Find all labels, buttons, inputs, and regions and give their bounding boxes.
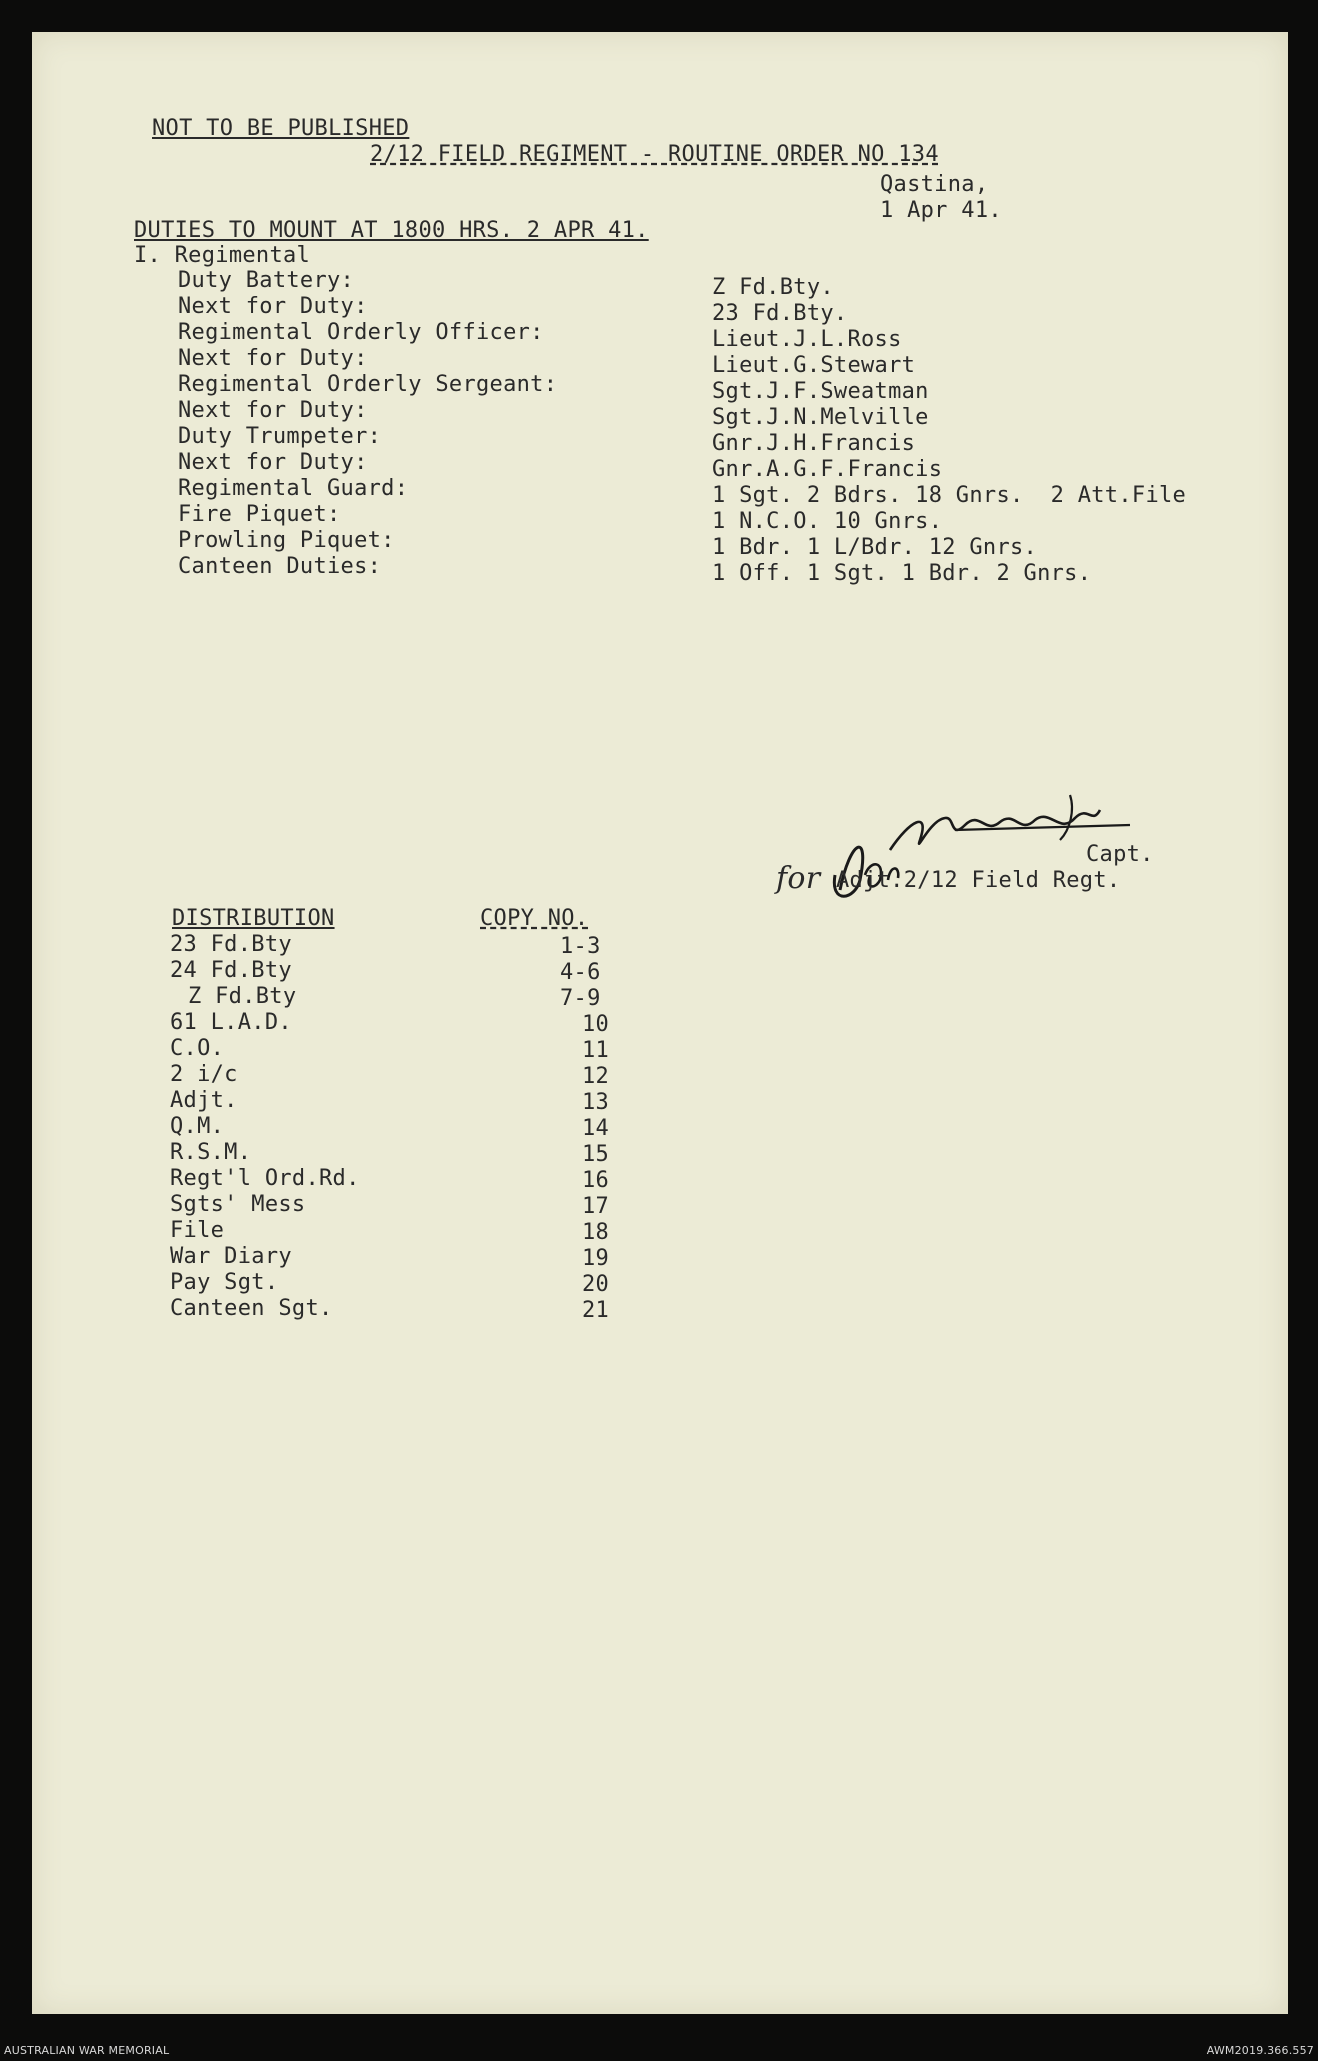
distribution-recipient: War Diary bbox=[170, 1244, 292, 1269]
distribution-recipient: R.S.M. bbox=[170, 1140, 252, 1165]
distribution-heading: DISTRIBUTION bbox=[172, 906, 335, 931]
signature-title: Adjt.2/12 Field Regt. bbox=[836, 868, 1121, 893]
archive-credit: AUSTRALIAN WAR MEMORIAL bbox=[4, 2044, 170, 2057]
signature-rank: Capt. bbox=[1086, 842, 1154, 867]
duty-label: Fire Piquet: bbox=[178, 502, 341, 527]
duty-assignee: Sgt.J.F.Sweatman bbox=[712, 379, 929, 404]
distribution-copy-no: 7-9 bbox=[560, 986, 601, 1011]
distribution-copy-no: 12 bbox=[582, 1064, 610, 1089]
duty-assignee: 1 Sgt. 2 Bdrs. 18 Gnrs. 2 Att.File bbox=[712, 483, 1187, 508]
duty-label: Next for Duty: bbox=[178, 398, 368, 423]
duty-label: Regimental Guard: bbox=[178, 476, 409, 501]
distribution-copy-no: 21 bbox=[582, 1298, 610, 1323]
distribution-copy-no: 10 bbox=[582, 1012, 610, 1037]
duty-label: Regimental Orderly Officer: bbox=[178, 320, 544, 345]
classification-stamp: NOT TO BE PUBLISHED bbox=[152, 116, 410, 141]
duty-label: Next for Duty: bbox=[178, 294, 368, 319]
distribution-recipient: Canteen Sgt. bbox=[170, 1296, 333, 1321]
duty-label: Regimental Orderly Sergeant: bbox=[178, 372, 558, 397]
distribution-recipient: Regt'l Ord.Rd. bbox=[170, 1166, 360, 1191]
distribution-copy-no: 15 bbox=[582, 1142, 610, 1167]
copy-no-heading: COPY NO. bbox=[480, 906, 589, 931]
duty-label: Prowling Piquet: bbox=[178, 528, 395, 553]
duty-label: Duty Battery: bbox=[178, 268, 355, 293]
distribution-copy-no: 20 bbox=[582, 1272, 610, 1297]
distribution-recipient: 61 L.A.D. bbox=[170, 1010, 292, 1035]
document-title: 2/12 FIELD REGIMENT - ROUTINE ORDER NO 134 bbox=[370, 142, 939, 167]
duty-assignee: Z Fd.Bty. bbox=[712, 275, 834, 300]
duty-assignee: Gnr.J.H.Francis bbox=[712, 431, 916, 456]
duty-assignee: Gnr.A.G.F.Francis bbox=[712, 457, 943, 482]
duties-heading: DUTIES TO MOUNT AT 1800 HRS. 2 APR 41. bbox=[134, 218, 649, 243]
duty-assignee: 1 N.C.O. 10 Gnrs. bbox=[712, 509, 943, 534]
distribution-recipient: 23 Fd.Bty bbox=[170, 932, 292, 957]
distribution-copy-no: 4-6 bbox=[560, 960, 601, 985]
duty-assignee: 1 Bdr. 1 L/Bdr. 12 Gnrs. bbox=[712, 535, 1038, 560]
distribution-copy-no: 17 bbox=[582, 1194, 610, 1219]
duty-assignee: Lieut.J.L.Ross bbox=[712, 327, 902, 352]
distribution-recipient: 2 i/c bbox=[170, 1062, 238, 1087]
distribution-recipient: Adjt. bbox=[170, 1088, 238, 1113]
distribution-copy-no: 16 bbox=[582, 1168, 610, 1193]
distribution-copy-no: 19 bbox=[582, 1246, 610, 1271]
duty-assignee: 23 Fd.Bty. bbox=[712, 301, 848, 326]
duty-assignee: 1 Off. 1 Sgt. 1 Bdr. 2 Gnrs. bbox=[712, 561, 1092, 586]
duty-label: Next for Duty: bbox=[178, 346, 368, 371]
distribution-recipient: Q.M. bbox=[170, 1114, 225, 1139]
distribution-copy-no: 11 bbox=[582, 1038, 610, 1063]
distribution-copy-no: 13 bbox=[582, 1090, 610, 1115]
archive-reference: AWM2019.366.557 bbox=[1206, 2044, 1314, 2057]
duty-assignee: Lieut.G.Stewart bbox=[712, 353, 916, 378]
order-date: 1 Apr 41. bbox=[880, 198, 1002, 223]
distribution-copy-no: 1-3 bbox=[560, 934, 601, 959]
distribution-copy-no: 18 bbox=[582, 1220, 610, 1245]
distribution-recipient: Sgts' Mess bbox=[170, 1192, 306, 1217]
distribution-recipient: File bbox=[170, 1218, 225, 1243]
distribution-recipient: Z Fd.Bty bbox=[188, 984, 297, 1009]
distribution-recipient: C.O. bbox=[170, 1036, 225, 1061]
duty-label: Next for Duty: bbox=[178, 450, 368, 475]
duty-assignee: Sgt.J.N.Melville bbox=[712, 405, 929, 430]
distribution-copy-no: 14 bbox=[582, 1116, 610, 1141]
duty-label: Canteen Duties: bbox=[178, 554, 382, 579]
duty-label: Duty Trumpeter: bbox=[178, 424, 382, 449]
order-place: Qastina, bbox=[880, 172, 989, 197]
duties-section-label: I. Regimental bbox=[134, 243, 311, 268]
distribution-recipient: 24 Fd.Bty bbox=[170, 958, 292, 983]
signature-for: for bbox=[776, 861, 821, 896]
distribution-recipient: Pay Sgt. bbox=[170, 1270, 279, 1295]
